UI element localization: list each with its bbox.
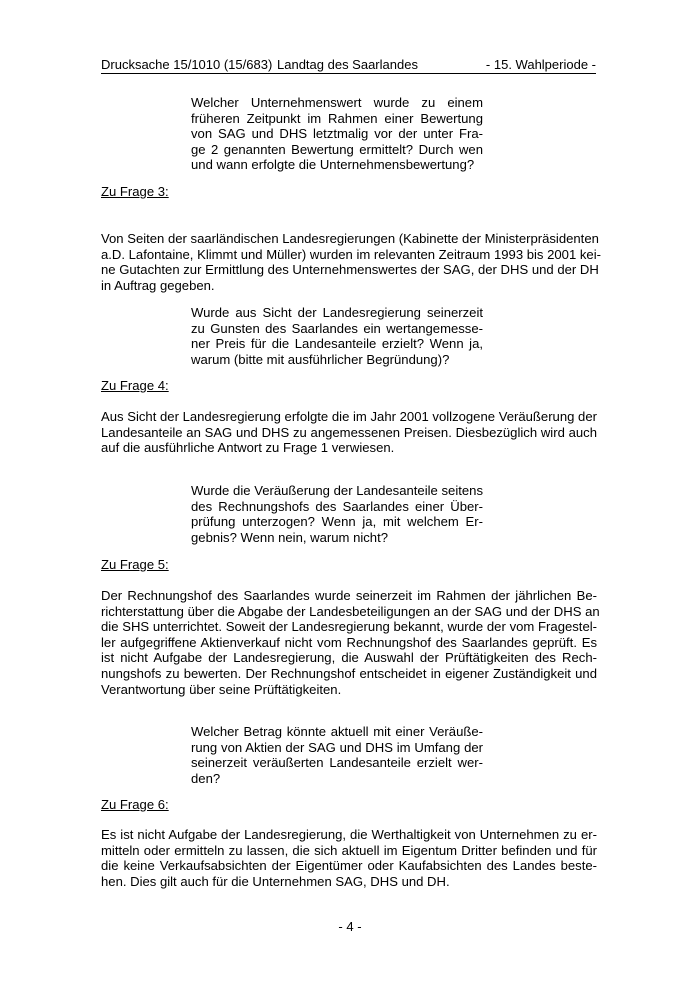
text-line: a.D. Lafontaine, Klimmt und Müller) wurden im relevanten Zeitraum 1993 bis 2001 kei- <box>101 246 601 262</box>
answer-5 <box>101 588 600 697</box>
question-4 <box>191 305 483 367</box>
text-line: die SHS unterrichtet. Soweit der Landesregierung bekannt, wurde der vom Fragestel- <box>101 619 597 635</box>
text-line: früheren Zeitpunkt im Rahmen einer Bewertung <box>191 110 483 126</box>
text-line: rung von Aktien der SAG und DHS im Umfang der <box>191 739 483 755</box>
page-number: - 4 - <box>338 919 362 934</box>
text-line: ge 2 genannten Bewertung ermittelt? Durch wen <box>191 141 483 157</box>
legislative-period: - 15. Wahlperiode - <box>485 57 596 72</box>
page-header <box>101 57 596 74</box>
question-6 <box>191 724 483 786</box>
text-line: zu Gunsten des Saarlandes ein wertangemesse- <box>191 320 483 336</box>
text-line: Welcher Betrag könnte aktuell mit einer Veräuße- <box>191 724 483 739</box>
text-line: die keine Verkaufsabsichten der Eigentümer oder Kaufabsichten des Landes beste- <box>101 858 597 874</box>
text-line: ner Preis für die Landesanteile erzielt? Wenn ja, <box>191 336 483 352</box>
text-line: warum (bitte mit ausführlicher Begründung)? <box>191 351 450 367</box>
text-line: von SAG und DHS letztmalig vor der unter Fra- <box>191 126 483 142</box>
text-line: nungshofs zu bewerten. Der Rechnungshof entscheidet in eigener Zuständigkeit und <box>101 665 597 681</box>
text-line: Aus Sicht der Landesregierung erfolgte die im Jahr 2001 vollzogene Veräußerung der <box>101 409 597 424</box>
text-line: Von Seiten der saarländischen Landesregierungen (Kabinette der Ministerpräsidenten <box>101 231 599 246</box>
heading-question-3: Zu Frage 3: <box>101 184 169 199</box>
heading-question-5: Zu Frage 5: <box>101 557 169 572</box>
text-line: Wurde aus Sicht der Landesregierung seinerzeit <box>191 305 483 320</box>
text-line: seinerzeit veräußerten Landesanteile erzielt wer- <box>191 755 483 771</box>
heading-question-6: Zu Frage 6: <box>101 797 169 812</box>
text-line: in Auftrag gegeben. <box>101 277 215 293</box>
text-line: auf die ausführliche Antwort zu Frage 1 verwiesen. <box>101 440 395 456</box>
text-line: Es ist nicht Aufgabe der Landesregierung, die Werthaltigkeit von Unternehmen zu er- <box>101 827 597 842</box>
text-line: den? <box>191 770 221 786</box>
text-line: ler aufgegriffene Aktienverkauf nicht vom Rechnungshof des Saarlandes geprüft. Es <box>101 634 597 650</box>
text-line: Landesanteile an SAG und DHS zu angemessenen Preisen. Diesbezüglich wird auch <box>101 424 597 440</box>
heading-question-4: Zu Frage 4: <box>101 378 169 393</box>
answer-3 <box>101 231 601 293</box>
document-number: Drucksache 15/1010 (15/683) <box>101 57 273 72</box>
answer-4 <box>101 409 597 456</box>
text-line: ist nicht Aufgabe der Landesregierung, die Auswahl der Prüftätigkeiten des Rech- <box>101 650 597 666</box>
text-line: hen. Dies gilt auch für die Unternehmen SAG, DHS und DH. <box>101 873 450 889</box>
text-line: prüfung unterzogen? Wenn ja, mit welchem Er- <box>191 514 483 530</box>
question-5 <box>191 483 483 545</box>
text-line: gebnis? Wenn nein, warum nicht? <box>191 529 389 545</box>
text-line: Der Rechnungshof des Saarlandes wurde seinerzeit im Rahmen der jährlichen Be- <box>101 588 597 603</box>
text-line: mitteln oder ermitteln zu lassen, die sich aktuell im Eigentum Dritter befinden und für <box>101 842 597 858</box>
text-line: Welcher Unternehmenswert wurde zu einem <box>191 95 483 110</box>
text-line: des Rechnungshofs des Saarlandes einer Über- <box>191 498 483 514</box>
question-2-continuation <box>191 95 483 173</box>
text-line: Wurde die Veräußerung der Landesanteile seitens <box>191 483 483 498</box>
text-line: richterstattung über die Abgabe der Landesbeteiligungen an der SAG und der DHS an <box>101 603 600 619</box>
text-line: ne Gutachten zur Ermittlung des Unternehmenswertes der SAG, der DHS und der DH <box>101 262 599 278</box>
text-line: und wann erfolgte die Unternehmensbewertung? <box>191 157 475 173</box>
answer-6 <box>101 827 597 889</box>
text-line: Verantwortung über seine Prüftätigkeiten. <box>101 681 342 697</box>
parliament-name: Landtag des Saarlandes <box>277 57 418 72</box>
